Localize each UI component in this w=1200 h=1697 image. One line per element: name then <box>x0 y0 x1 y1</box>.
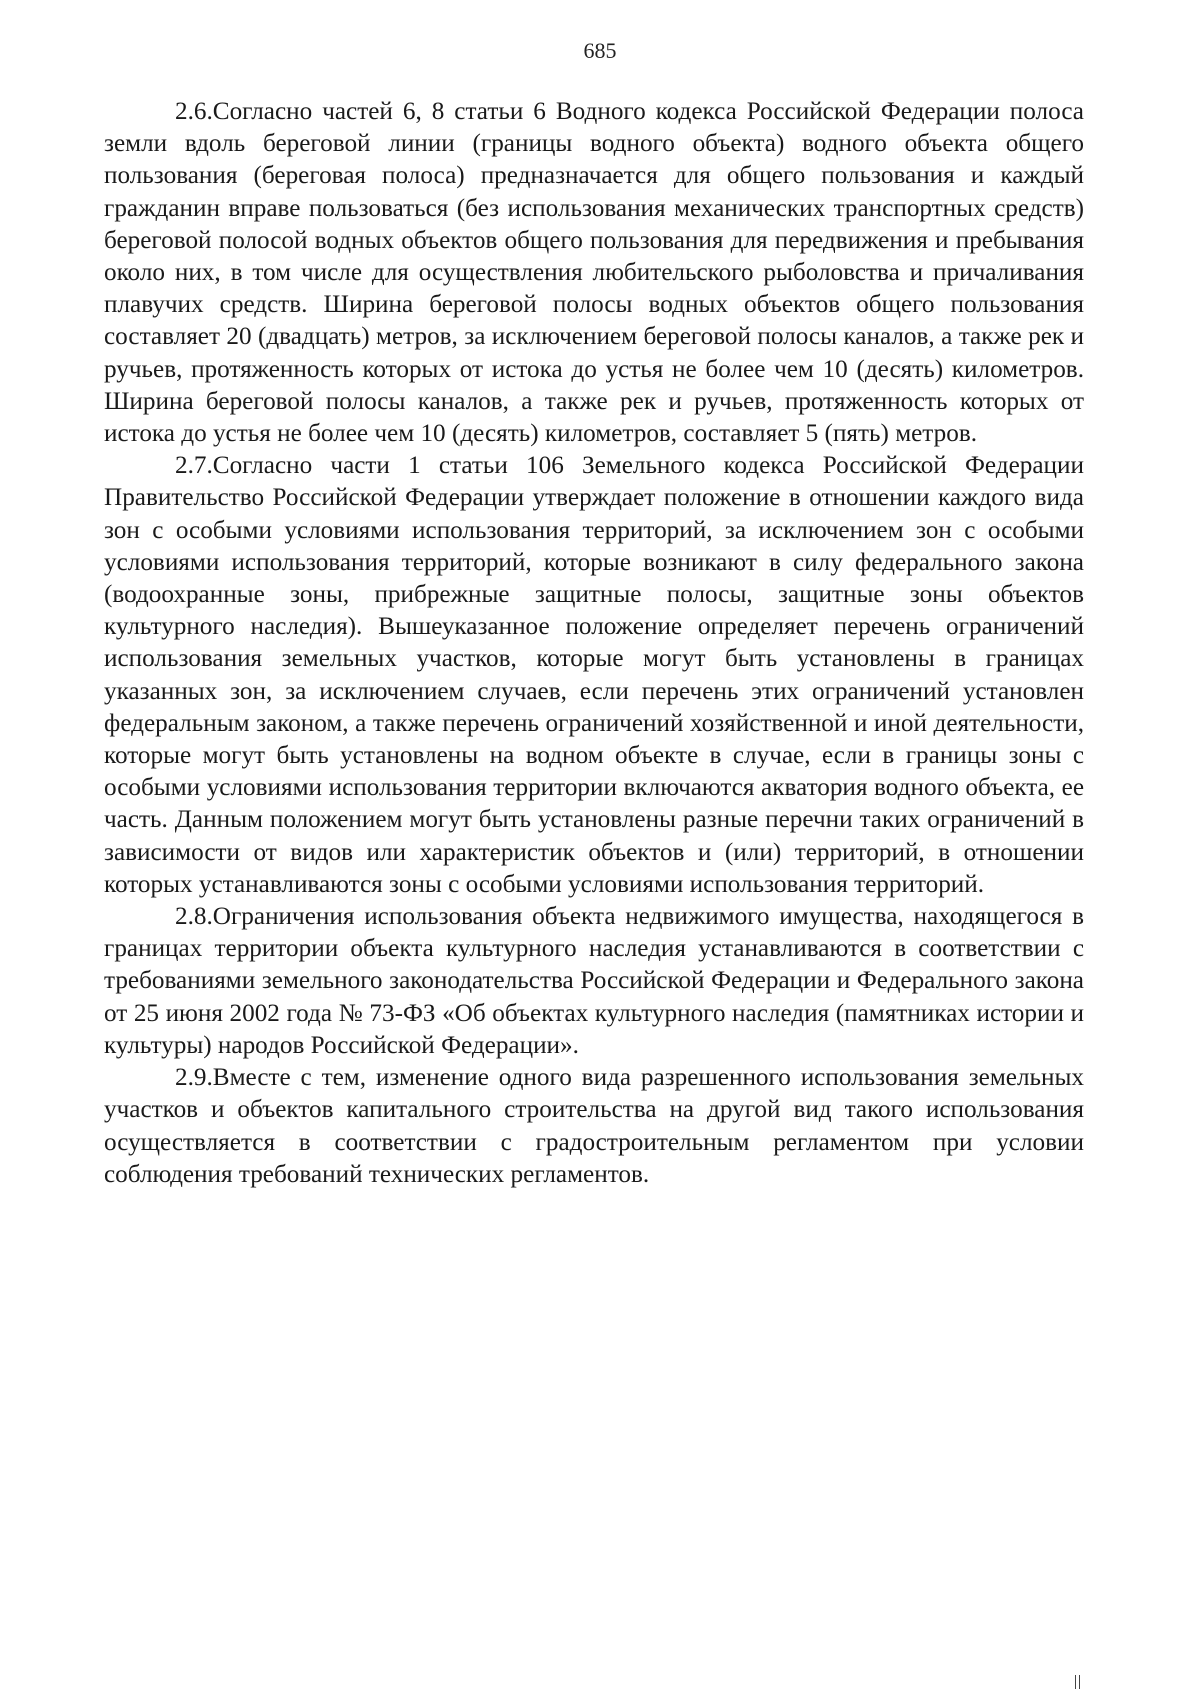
paragraph-2-8: 2.8.Ограничения использования объекта недвижимого имущества, находящегося в границах территории объекта культурного наследия устанавливаются в соответствии с требованиями земельного законодательства Российской Федерации и Федерального закона от 25 июня 2002 года № 73-ФЗ «Об объектах культурного наследия (памятниках истории и культуры) народов Российской Федерации». <box>104 903 1084 1059</box>
document-body <box>104 96 1084 1191</box>
scan-margin-mark <box>1075 1675 1080 1689</box>
paragraph-2-9: 2.9.Вместе с тем, изменение одного вида разрешенного использования земельных участков и объектов капитального строительства на другой вид такого использования осуществляется в соответствии с градостроительным регламентом при условии соблюдения требований технических регламентов. <box>104 1064 1084 1188</box>
paragraph-2-7: 2.7.Согласно части 1 статьи 106 Земельного кодекса Российской Федерации Правительство Российской Федерации утверждает положение в отношении каждого вида зон с особыми условиями использования территорий, за исключением зон с особыми условиями использования территорий, которые возникают в силу федерального закона (водоохранные зоны, прибрежные защитные полосы, защитные зоны объектов культурного наследия). Вышеуказанное положение определяет перечень ограничений использования земельных участков, которые могут быть установлены в границах указанных зон, за исключением случаев, если перечень этих ограничений установлен федеральным законом, а также перечень ограничений хозяйственной и иной деятельности, которые могут быть установлены на водном объекте в случае, если в границы зоны с особыми условиями использования территории включаются акватория водного объекта, ее часть. Данным положением могут быть установлены разные перечни таких ограничений в зависимости от видов или характеристик объектов и (или) территорий, в отношении которых устанавливаются зоны с особыми условиями использования территорий. <box>104 452 1084 898</box>
paragraph-2-6: 2.6.Согласно частей 6, 8 статьи 6 Водного кодекса Российской Федерации полоса земли вдоль береговой линии (границы водного объекта) водного объекта общего пользования (береговая полоса) предназначается для общего пользования и каждый гражданин вправе пользоваться (без использования механических транспортных средств) береговой полосой водных объектов общего пользования для передвижения и пребывания около них, в том числе для осуществления любительского рыболовства и причаливания плавучих средств. Ширина береговой полосы водных объектов общего пользования составляет 20 (двадцать) метров, за исключением береговой полосы каналов, а также рек и ручьев, протяженность которых от истока до устья не более чем 10 (десять) километров. Ширина береговой полосы каналов, а также рек и ручьев, протяженность которых от истока до устья не более чем 10 (десять) километров, составляет 5 (пять) метров. <box>104 98 1084 448</box>
page-number: 685 <box>583 38 617 63</box>
